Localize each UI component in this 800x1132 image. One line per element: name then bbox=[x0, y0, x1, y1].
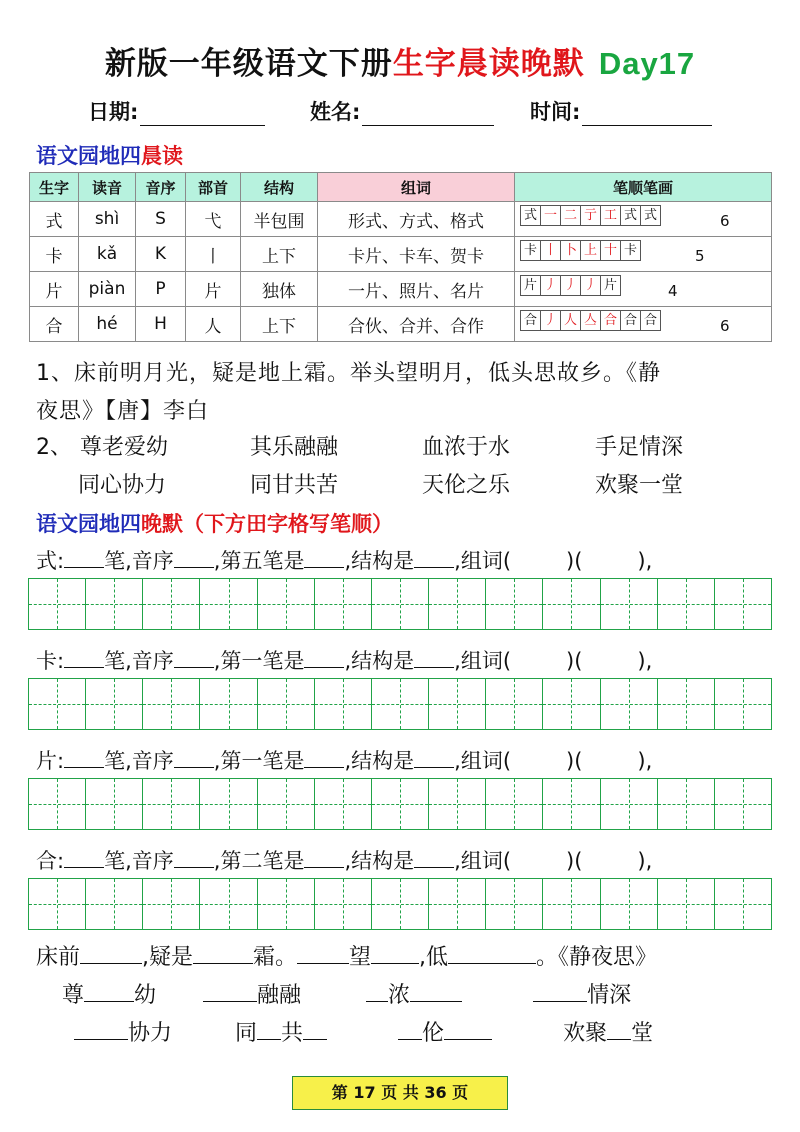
question-line: 片: 笔,音序 ,第一笔是 ,结构是 ,组词( )( ), bbox=[36, 749, 653, 773]
grid-cell[interactable] bbox=[601, 679, 658, 729]
stroke-step: 合 bbox=[600, 310, 621, 331]
grid-cell[interactable] bbox=[86, 779, 143, 829]
header-strokes: 笔顺笔画 bbox=[515, 173, 772, 202]
grid-cell[interactable] bbox=[258, 679, 315, 729]
table-row: 片 piàn P 片 独体 一片、照片、名片 片 丿 丿 丿 片 4 bbox=[30, 272, 772, 307]
header-pinyin: 读音 bbox=[79, 173, 136, 202]
grid-cell[interactable] bbox=[486, 679, 543, 729]
grid-cell[interactable] bbox=[429, 879, 486, 929]
grid-cell[interactable] bbox=[372, 579, 429, 629]
grid-cell[interactable] bbox=[486, 879, 543, 929]
grid-cell[interactable] bbox=[658, 579, 715, 629]
grid-cell[interactable] bbox=[200, 779, 257, 829]
fill-line-2: 尊 幼 融融 浓 情深 bbox=[62, 983, 632, 1008]
fill-line-1: 床前 ,疑是 霜。 望 ,低 。《静夜思》 bbox=[36, 945, 658, 970]
title-part2: 生字晨读晚默 bbox=[392, 46, 585, 82]
grid-cell[interactable] bbox=[486, 779, 543, 829]
stroke-step: 十 bbox=[600, 240, 621, 261]
stroke-step: 一 bbox=[540, 205, 561, 226]
stroke-step: 二 bbox=[560, 205, 581, 226]
table-row: 卡 kǎ K 丨 上下 卡片、卡车、贺卡 卡 丨 卜 上 十 卡 5 bbox=[30, 237, 772, 272]
grid-cell[interactable] bbox=[715, 579, 771, 629]
stroke-step: 丿 bbox=[540, 275, 561, 296]
date-field[interactable]: 日期: bbox=[88, 96, 265, 126]
idiom: 其乐融融 bbox=[250, 435, 339, 460]
stroke-step: 片 bbox=[600, 275, 621, 296]
grid-cell[interactable] bbox=[429, 679, 486, 729]
idiom: 手足情深 bbox=[595, 435, 684, 460]
grid-cell[interactable] bbox=[143, 579, 200, 629]
question-line: 合: 笔,音序 ,第二笔是 ,结构是 ,组词( )( ), bbox=[36, 849, 653, 873]
grid-cell[interactable] bbox=[715, 779, 771, 829]
table-header-row bbox=[30, 173, 772, 202]
grid-cell[interactable] bbox=[86, 679, 143, 729]
stroke-count: 5 bbox=[695, 247, 705, 265]
idiom: 天伦之乐 bbox=[422, 473, 511, 498]
stroke-step: 丿 bbox=[540, 310, 561, 331]
stroke-step: 合 bbox=[640, 310, 661, 331]
grid-cell[interactable] bbox=[543, 579, 600, 629]
stroke-step: 丿 bbox=[560, 275, 581, 296]
stroke-count: 6 bbox=[720, 317, 730, 335]
stroke-boxes bbox=[520, 240, 640, 261]
stroke-step: 卜 bbox=[560, 240, 581, 261]
grid-cell[interactable] bbox=[143, 879, 200, 929]
idiom-prefix: 2、 bbox=[36, 435, 72, 460]
stroke-step: 卡 bbox=[620, 240, 641, 261]
question-line: 卡: 笔,音序 ,第一笔是 ,结构是 ,组词( )( ), bbox=[36, 649, 653, 673]
grid-cell[interactable] bbox=[601, 579, 658, 629]
stroke-count: 4 bbox=[668, 282, 678, 300]
section-evening-title: 语文园地四晚默（下方田字格写笔顺） bbox=[36, 512, 393, 536]
grid-cell[interactable] bbox=[200, 579, 257, 629]
grid-cell[interactable] bbox=[372, 779, 429, 829]
stroke-step: 丿 bbox=[580, 275, 601, 296]
grid-cell[interactable] bbox=[29, 879, 86, 929]
page-footer: 第 17 页 共 36 页 bbox=[292, 1076, 508, 1110]
stroke-step: 丨 bbox=[540, 240, 561, 261]
grid-cell[interactable] bbox=[29, 679, 86, 729]
stroke-order bbox=[515, 307, 772, 342]
grid-cell[interactable] bbox=[29, 579, 86, 629]
grid-cell[interactable] bbox=[543, 879, 600, 929]
grid-cell[interactable] bbox=[658, 679, 715, 729]
title-part1: 新版一年级语文下册 bbox=[104, 46, 393, 82]
grid-cell[interactable] bbox=[315, 679, 372, 729]
stroke-step: 片 bbox=[520, 275, 541, 296]
writing-grid[interactable] bbox=[28, 578, 772, 630]
header-initial: 音序 bbox=[136, 173, 186, 202]
header-words: 组词 bbox=[318, 173, 515, 202]
stroke-step: 合 bbox=[620, 310, 641, 331]
name-field[interactable]: 姓名: bbox=[310, 96, 494, 126]
grid-cell[interactable] bbox=[315, 779, 372, 829]
stroke-step: 亍 bbox=[580, 205, 601, 226]
stroke-order bbox=[515, 237, 772, 272]
grid-cell[interactable] bbox=[429, 579, 486, 629]
grid-cell[interactable] bbox=[315, 879, 372, 929]
grid-cell[interactable] bbox=[258, 779, 315, 829]
stroke-count: 6 bbox=[720, 212, 730, 230]
stroke-step: 合 bbox=[520, 310, 541, 331]
stroke-step: 人 bbox=[560, 310, 581, 331]
header-char: 生字 bbox=[30, 173, 79, 202]
grid-cell[interactable] bbox=[372, 679, 429, 729]
section-morning-title: 语文园地四晨读 bbox=[36, 144, 183, 168]
table-row: 合 hé H 人 上下 合伙、合并、合作 合 丿 人 亼 合 合 合 6 bbox=[30, 307, 772, 342]
grid-cell[interactable] bbox=[258, 579, 315, 629]
fill-line-3: 协力 同 共 伦 欢聚 堂 bbox=[74, 1016, 653, 1047]
stroke-order bbox=[515, 272, 772, 307]
grid-cell[interactable] bbox=[658, 779, 715, 829]
grid-cell[interactable] bbox=[143, 679, 200, 729]
idiom: 欢聚一堂 bbox=[595, 473, 684, 498]
question-char: 卡 bbox=[36, 649, 57, 673]
stroke-order bbox=[515, 202, 772, 237]
question-line: 式: 笔,音序 ,第五笔是 ,结构是 ,组词( )( ), bbox=[36, 549, 653, 573]
grid-cell[interactable] bbox=[143, 779, 200, 829]
stroke-step: 式 bbox=[620, 205, 641, 226]
idiom: 同甘共苦 bbox=[250, 473, 339, 498]
header-structure: 结构 bbox=[241, 173, 318, 202]
stroke-step: 上 bbox=[580, 240, 601, 261]
grid-cell[interactable] bbox=[429, 779, 486, 829]
writing-grid[interactable] bbox=[28, 678, 772, 730]
grid-cell[interactable] bbox=[658, 879, 715, 929]
grid-cell[interactable] bbox=[543, 779, 600, 829]
character-table bbox=[29, 172, 772, 342]
question-char: 合 bbox=[36, 849, 57, 873]
stroke-boxes bbox=[520, 310, 660, 331]
grid-cell[interactable] bbox=[486, 579, 543, 629]
grid-cell[interactable] bbox=[258, 879, 315, 929]
stroke-step: 工 bbox=[600, 205, 621, 226]
idiom: 尊老爱幼 bbox=[80, 435, 169, 460]
writing-grid[interactable] bbox=[28, 878, 772, 930]
grid-cell[interactable] bbox=[29, 779, 86, 829]
table-row: 式 shì S 弋 半包围 形式、方式、格式 式 一 二 亍 工 式 式 6 bbox=[30, 202, 772, 237]
grid-cell[interactable] bbox=[715, 879, 771, 929]
grid-cell[interactable] bbox=[200, 679, 257, 729]
grid-cell[interactable] bbox=[315, 579, 372, 629]
time-field[interactable]: 时间: bbox=[530, 96, 712, 126]
header-radical: 部首 bbox=[186, 173, 241, 202]
stroke-step: 卡 bbox=[520, 240, 541, 261]
grid-cell[interactable] bbox=[200, 879, 257, 929]
grid-cell[interactable] bbox=[601, 879, 658, 929]
grid-cell[interactable] bbox=[543, 679, 600, 729]
grid-cell[interactable] bbox=[86, 879, 143, 929]
question-char: 片 bbox=[36, 749, 57, 773]
poem-line-1: 1、床前明月光，疑是地上霜。举头望明月，低头思故乡。《静 bbox=[36, 361, 661, 386]
grid-cell[interactable] bbox=[715, 679, 771, 729]
poem-line-2: 夜思》【唐】李白 bbox=[36, 399, 210, 424]
grid-cell[interactable] bbox=[372, 879, 429, 929]
title-day: Day17 bbox=[598, 46, 696, 81]
page-title bbox=[0, 38, 800, 83]
idiom: 同心协力 bbox=[78, 473, 167, 498]
question-char: 式 bbox=[36, 549, 57, 573]
stroke-step: 式 bbox=[640, 205, 661, 226]
stroke-boxes bbox=[520, 275, 620, 296]
grid-cell[interactable] bbox=[601, 779, 658, 829]
grid-cell[interactable] bbox=[86, 579, 143, 629]
stroke-step: 亼 bbox=[580, 310, 601, 331]
writing-grid[interactable] bbox=[28, 778, 772, 830]
idiom: 血浓于水 bbox=[422, 435, 511, 460]
stroke-boxes bbox=[520, 205, 660, 226]
stroke-step: 式 bbox=[520, 205, 541, 226]
